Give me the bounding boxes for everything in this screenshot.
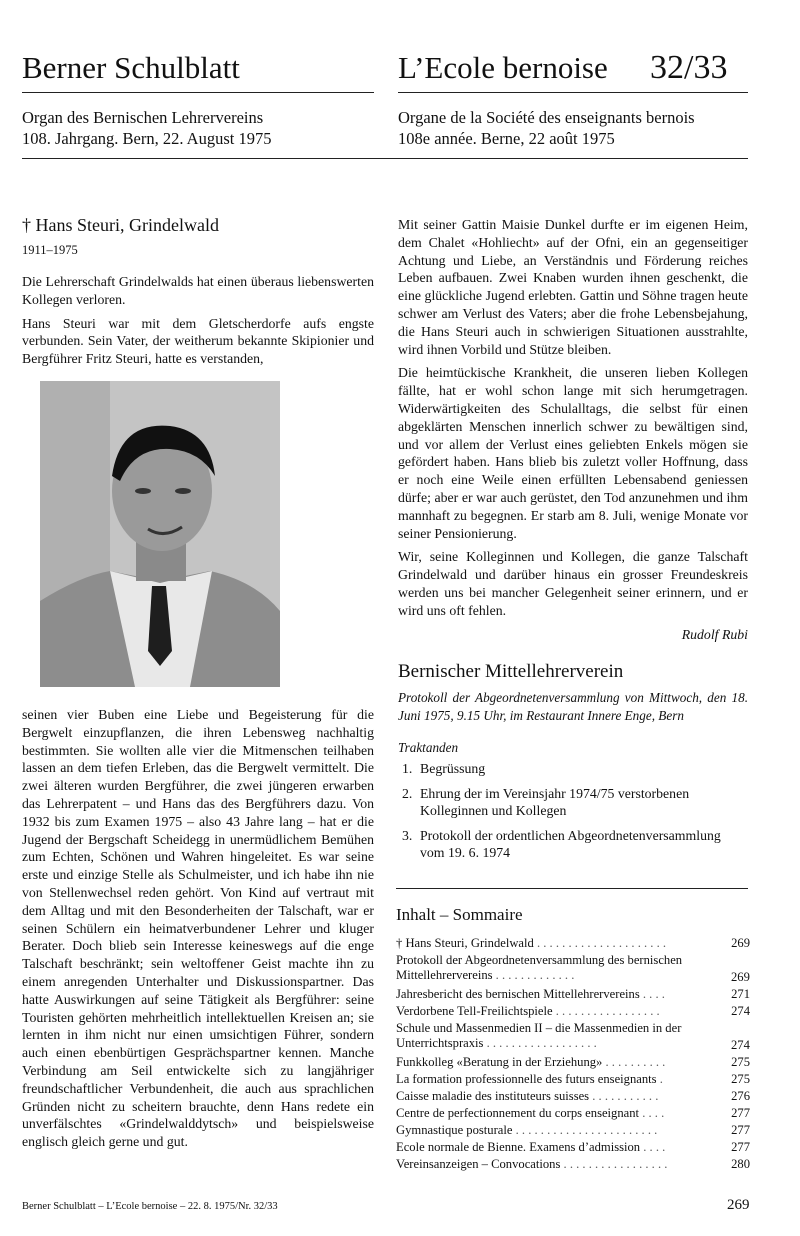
obituary-author: Rudolf Rubi [681, 626, 748, 642]
masthead-left-title: Berner Schulblatt [22, 50, 240, 85]
agenda-item-number: 3. [402, 827, 413, 843]
toc-leader-dots: . . . . [639, 987, 665, 1001]
masthead-rule-right [398, 92, 748, 93]
header-bottom-rule [22, 158, 748, 159]
footer-page-number: 269 [727, 1197, 750, 1213]
toc-title: Funkkolleg «Beratung in der Erziehung» [396, 1055, 603, 1069]
toc-row[interactable] [396, 1004, 750, 1019]
toc-page: 277 [731, 1106, 750, 1120]
toc-row[interactable] [396, 936, 750, 951]
obituary-paragraph-2: Hans Steuri war mit dem Gletscherdorfe aufs engste verbunden. Sein Vater, der weitherum bekannte Skipionier und Bergführer Fritz Steuri, hatte es verstanden, [22, 315, 374, 367]
agenda-item [398, 785, 748, 820]
obituary-paragraph-1: Die Lehrerschaft Grindelwalds hat einen überaus liebenswerten Kollegen verloren. [22, 274, 374, 307]
toc-row[interactable] [396, 1021, 726, 1051]
toc-heading: Inhalt – Sommaire [396, 905, 523, 924]
toc-leader-dots: . . . . . . . . . . [602, 1055, 666, 1069]
toc-row[interactable] [396, 953, 726, 983]
agenda-item-number: 2. [402, 785, 413, 801]
toc-page: 271 [731, 987, 750, 1001]
left-subtitle-line-1: Organ des Bernischen Lehrervereins [22, 108, 264, 127]
masthead-left-subtitle [22, 107, 271, 149]
bmv-agenda [398, 760, 748, 862]
toc-leader-dots: . . . . . . . . . . . . . . . . . . [483, 1036, 597, 1050]
obituary-paragraph-4: Mit seiner Gattin Maisie Dunkel durfte er im eigenen Heim, dem Chalet «Hohliecht» auf der Ofni, ein an gegenseitiger Achtung und Liebe, an Verständnis und Förderung reiches Leben aufbauen. Zwei Knaben wurden ihnen geschenkt, die eine glückliche Jugend erlebten. Gattin und Söhne tragen heute schwer am Verlust des Vaters; aber die frohe Lebensbejahung, die Hans Steuri auch in schwierigen Situationen ausstrahlte, wird ihnen Vorbild und Stütze bleiben. [398, 217, 748, 357]
agenda-item-text: Ehrung der im Vereinsjahr 1974/75 verstorbenen Kolleginnen und Kollegen [420, 785, 690, 818]
toc-list [396, 936, 750, 1156]
obituary-paragraph-6: Wir, seine Kolleginnen und Kollegen, die ganze Talschaft Grindelwald und darüber hinaus ein grosser Freundeskreis werden uns bei mancher Gelegenheit seiner erinnern, und er wird uns oft fehlen. [398, 549, 748, 618]
masthead-right-title: L’Ecole bernoise [398, 50, 608, 85]
agenda-item-text: Protokoll der ordentlichen Abgeordnetenversammlung vom 19. 6. 1974 [420, 827, 721, 860]
toc-title: Verdorbene Tell-Freilichtspiele [396, 1004, 553, 1018]
toc-row[interactable] [396, 1106, 750, 1121]
toc-page: 269 [731, 936, 750, 950]
toc-row[interactable] [396, 1055, 750, 1070]
toc-top-rule [396, 888, 748, 889]
obituary-paragraph-3: seinen vier Buben eine Liebe und Begeisterung für die Bergwelt einzupflanzen, die ihren Lebensweg nachhaltig bestimmten. Sie wollten alle vier die Mitmenschen teilhaben lassen an dem tiefen Erleben, das die Bergwelt vermittelt. Die zwei älteren wurden Bergführer, die zwei jüngeren erwarben das Lehrerpatent – und Hans das des Bergführers dazu. Von 1932 bis zum Examen 1975 – also 43 Jahre lang – hat er die Jugend der Bergschaft Scheidegg in unermüdlichem Bemühen zum Echten, Schönen und Wahren hingeleitet. Es war seine erste und einzige Stelle als Schulmeister, und ich habe ihn nie von Stellenwechsel reden gehört. Von Kind auf vertraut mit dem Alltag und mit den Besonderheiten der Talschaft, war er seinen Schülern ein heimatverbundener Lehrer und kluger Berater. Doch blieb sein Interesse keineswegs auf die enge Talschaft beschränkt; sein weltoffener Geist machte ihn zu einem anregenden Unterhalter und Diskussionspartner. Das hatte Auswirkungen auf seine Tätigkeit als Bergführer: seine Touristen gehörten mehrheitlich intellektuellen Kreisen an; sie lernten in ihm nicht nur einen umsichtigen Führer, sondern auch einen ebenbürtigen Gesprächspartner kennen. Manche Verbindung am Seil entwickelte sich zu langjähriger freundschaftlicher Verbundenheit, die auch aus sprachlichen Gründen nicht zu scheitern brauchte, denn Hans redete ein unverfälschtes «Grindelwalddytsch» und beispielsweise englisch gleich gerne und gut. [22, 707, 374, 1150]
toc-page: 277 [731, 1123, 750, 1137]
toc-title: Schule und Massenmedien II – die Massenmedien in der Unterrichtspraxis [396, 1021, 682, 1050]
toc-title: Protokoll der Abgeordnetenversammlung des bernischen Mittellehrervereins [396, 953, 683, 982]
agenda-item-number: 1. [402, 761, 413, 776]
toc-leader-dots: . [656, 1072, 663, 1086]
obituary-heading: † Hans Steuri, Grindelwald [22, 215, 219, 235]
issue-number: 32/33 [650, 49, 728, 86]
agenda-item-text: Begrüssung [420, 761, 486, 776]
toc-page: 280 [731, 1157, 750, 1171]
right-subtitle-line-2: 108e année. Berne, 22 août 1975 [398, 129, 615, 148]
toc-leader-dots: . . . . . . . . . . . [589, 1089, 659, 1103]
toc-page: 275 [731, 1055, 750, 1069]
obituary-right-column [398, 216, 748, 643]
toc-title: Caisse maladie des instituteurs suisses [396, 1089, 590, 1103]
toc-row[interactable] [396, 1089, 750, 1104]
toc-leader-dots: . . . . . . . . . . . . . . . . . . . . . . . [512, 1123, 658, 1137]
toc-title: Centre de perfectionnement du corps enseignant [396, 1106, 640, 1120]
portrait-illustration [40, 381, 280, 687]
toc-title: † Hans Steuri, Grindelwald [396, 936, 534, 950]
toc-title: Ecole normale de Bienne. Examens d’admission [396, 1140, 641, 1154]
toc-row[interactable] [396, 1140, 750, 1155]
toc-page: 269 [731, 970, 750, 984]
toc-row[interactable] [396, 1123, 750, 1138]
toc-row[interactable] [396, 1072, 750, 1087]
obituary-paragraph-5: Die heimtückische Krankheit, die unseren lieben Kollegen fällte, hat er wohl schon lange mit sich herumgetragen. Widerwärtigkeiten des Schulalltags, die selbst für einen abgeklärten Menschen innerlich schwer zu bewältigen sind, und vor allem der Verlust eines geliebten Enkels mögen sie gefördert haben. Hans blieb bis zuletzt voller Hoffnung, dass er noch eine Weile einen erfüllten Lebensabend geniessen dürfe; aber er war auch gerüstet, den Tod anzunehmen und ihm mannhaft zu begegnen. Er starb am 8. Juli, wenige Monate vor seiner Pensionierung. [398, 365, 748, 541]
bmv-traktanden-label: Traktanden [398, 740, 459, 755]
masthead-right-subtitle [398, 107, 695, 149]
right-subtitle-line-1: Organe de la Société des enseignants bernois [398, 108, 695, 127]
toc-title: La formation professionnelle des futurs enseignants [396, 1072, 657, 1086]
agenda-item [398, 827, 748, 862]
obituary-years: 1911–1975 [22, 243, 78, 257]
toc-leader-dots: . . . . . . . . . . . . . . . . . . . . . [533, 936, 667, 950]
toc-page: 276 [731, 1089, 750, 1103]
bmv-heading: Bernischer Mittellehrerverein [398, 661, 624, 682]
toc-leader-dots: . . . . . . . . . . . . . [492, 968, 575, 982]
toc-leader-dots: . . . . [639, 1106, 665, 1120]
toc-page: 274 [731, 1038, 750, 1052]
toc-title: Vereinsanzeigen – Convocations [396, 1157, 561, 1171]
toc-leader-dots: . . . . . . . . . . . . . . . . . [560, 1157, 668, 1171]
toc-title: Gymnastique posturale [396, 1123, 513, 1137]
toc-page: 275 [731, 1072, 750, 1086]
agenda-item [398, 760, 748, 778]
left-subtitle-line-2: 108. Jahrgang. Bern, 22. August 1975 [22, 129, 272, 148]
toc-row[interactable] [396, 987, 750, 1002]
obituary-intro [22, 273, 374, 374]
toc-row[interactable] [396, 1157, 750, 1172]
toc-leader-dots: . . . . [640, 1140, 666, 1154]
masthead-rule-left [22, 92, 374, 93]
footer-citation: Berner Schulblatt – L’Ecole bernoise – 22. 8. 1975/Nr. 32/33 [22, 1201, 278, 1212]
toc-page: 274 [731, 1004, 750, 1018]
bmv-protocol: Protokoll der Abgeordnetenversammlung von Mittwoch, den 18. Juni 1975, 9.15 Uhr, im Restaurant Innere Enge, Bern [398, 690, 748, 723]
toc-title: Jahresbericht des bernischen Mittellehrervereins [396, 987, 640, 1001]
toc-page: 277 [731, 1140, 750, 1154]
obituary-continued [22, 706, 374, 1157]
portrait-photo [40, 381, 280, 687]
toc-leader-dots: . . . . . . . . . . . . . . . . . [552, 1004, 660, 1018]
